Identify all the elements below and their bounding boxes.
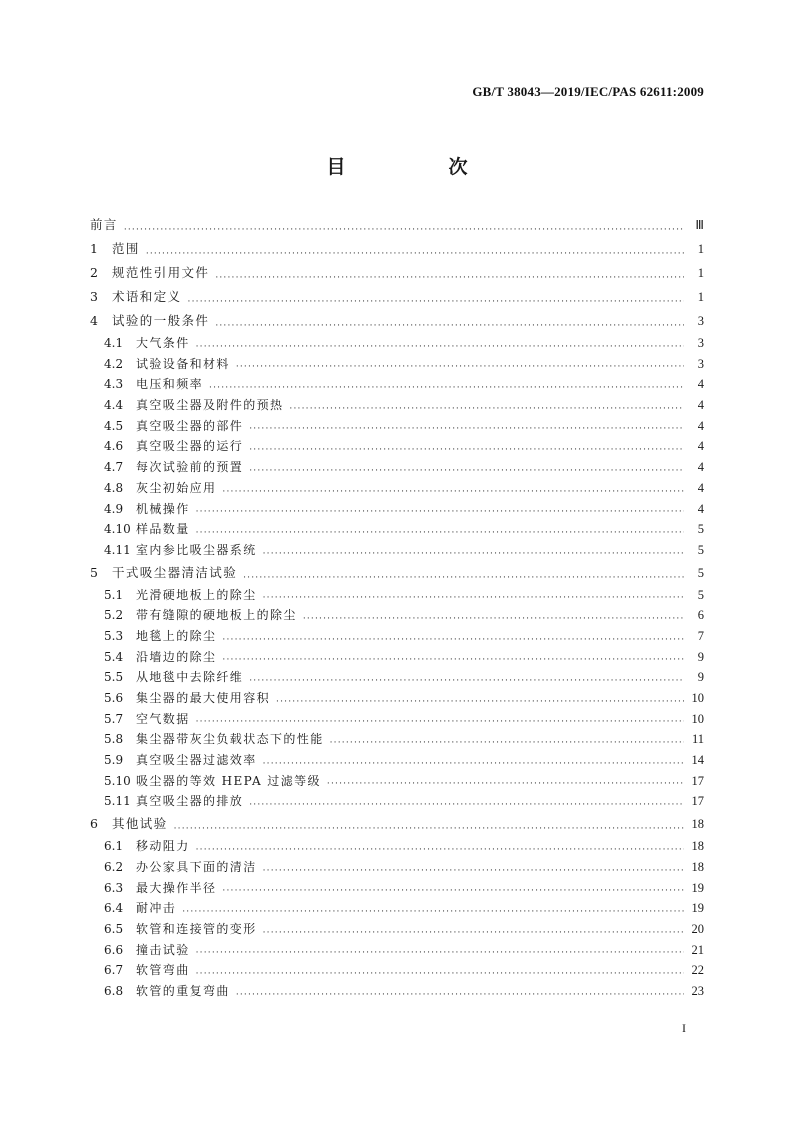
toc-entry[interactable] <box>90 878 704 899</box>
toc-dot-leader <box>196 333 684 354</box>
toc-entry-label: 范围 <box>112 241 140 256</box>
toc-entry-page: 5 <box>697 522 704 537</box>
toc-entry-page: 4 <box>697 501 704 516</box>
toc-entry-number: 6.2 <box>104 859 124 874</box>
toc-entry-page: 19 <box>691 880 704 895</box>
toc-entry-page: 19 <box>691 901 704 916</box>
toc-entry[interactable] <box>90 499 704 520</box>
toc-entry-page: 17 <box>691 794 704 809</box>
toc-entry-number: 6.7 <box>104 963 124 978</box>
toc-entry-label: 试验设备和材料 <box>136 356 230 371</box>
toc-entry[interactable] <box>90 354 704 375</box>
toc-entry-page: 9 <box>697 649 704 664</box>
toc-entry-page: 11 <box>691 732 704 747</box>
toc-entry[interactable] <box>90 457 704 478</box>
toc-entry-page: 14 <box>691 753 704 768</box>
toc-entry-page: 20 <box>691 921 704 936</box>
toc-entry-label: 规范性引用文件 <box>112 265 210 280</box>
toc-dot-leader <box>196 499 684 520</box>
toc-entry-label: 带有缝隙的硬地板上的除尘 <box>136 608 297 623</box>
toc-entry[interactable] <box>90 836 704 857</box>
toc-dot-leader <box>249 457 684 478</box>
toc-dot-leader <box>222 478 684 499</box>
toc-entry-page: 1 <box>697 242 704 256</box>
toc-entry-number: 5.1 <box>104 587 124 602</box>
toc-dot-leader <box>263 540 684 561</box>
toc-entry-number: 1 <box>90 241 98 256</box>
toc-dot-leader <box>276 688 684 709</box>
page-title: 目 次 <box>326 156 510 178</box>
toc-entry-number: 4.3 <box>104 377 124 392</box>
toc-dot-leader <box>263 857 684 878</box>
toc-entry-label: 耐冲击 <box>136 901 177 916</box>
toc-entry[interactable] <box>90 709 704 730</box>
toc-dot-leader <box>222 626 684 647</box>
toc-entry[interactable] <box>90 729 704 750</box>
toc-entry-label: 每次试验前的预置 <box>136 460 244 475</box>
toc-dot-leader <box>196 836 684 857</box>
toc-entry[interactable] <box>90 771 704 792</box>
toc-entry-number: 4.4 <box>104 398 124 413</box>
toc-entry-number: 5.4 <box>104 649 124 664</box>
toc-entry[interactable] <box>90 940 704 961</box>
toc-entry-number: 5.6 <box>104 691 124 705</box>
toc-entry-page: 22 <box>691 963 704 978</box>
toc-dot-leader <box>263 585 684 606</box>
toc-entry-page: 4 <box>697 460 704 475</box>
toc-entry[interactable] <box>90 667 704 688</box>
toc-entry-label: 干式吸尘器清洁试验 <box>112 564 238 580</box>
footer-page-number: I <box>682 1021 686 1035</box>
toc-dot-leader <box>236 354 684 375</box>
toc-entry-label: 室内参比吸尘器系统 <box>136 542 257 557</box>
toc-entry-page: 5 <box>697 542 704 557</box>
toc-entry-label: 真空吸尘器过滤效率 <box>136 753 257 768</box>
toc-dot-leader <box>243 561 684 585</box>
toc-entry[interactable] <box>90 540 704 561</box>
toc-entry-number: 5.3 <box>104 628 124 643</box>
toc-entry-label: 灰尘初始应用 <box>136 480 217 495</box>
toc-dot-leader <box>215 309 684 333</box>
toc-entry[interactable] <box>90 561 704 585</box>
toc-entry-label: 集尘器带灰尘负载状态下的性能 <box>136 732 324 747</box>
toc-entry-page: 23 <box>691 983 704 998</box>
toc-entry-number: 5.11 <box>104 794 131 809</box>
toc-entry[interactable] <box>90 285 704 309</box>
toc-entry-number: 4.5 <box>104 418 124 433</box>
toc-entry-number: 6.5 <box>104 921 124 936</box>
toc-dot-leader <box>249 416 684 437</box>
toc-entry-label: 术语和定义 <box>112 289 182 304</box>
toc-entry-label: 撞击试验 <box>136 942 190 957</box>
toc-entry[interactable] <box>90 647 704 668</box>
toc-entry-number: 6.1 <box>104 839 124 854</box>
toc-entry-label: 吸尘器的等效 HEPA 过滤等级 <box>136 773 321 788</box>
toc-entry-label: 软管和连接管的变形 <box>136 921 257 936</box>
toc-entry[interactable] <box>90 960 704 981</box>
toc-entry-page: 10 <box>691 691 704 705</box>
toc-dot-leader <box>303 605 684 626</box>
toc-entry-label: 地毯上的除尘 <box>136 628 217 643</box>
toc-entry-page: 4 <box>697 418 704 433</box>
toc-entry[interactable] <box>90 585 704 606</box>
toc-entry-label: 光滑硬地板上的除尘 <box>136 587 257 602</box>
toc-entry-number: 4 <box>90 313 98 328</box>
toc-entry-label: 移动阻力 <box>136 839 190 854</box>
toc-entry-label: 沿墙边的除尘 <box>136 649 217 664</box>
toc-entry-label: 样品数量 <box>136 522 190 537</box>
toc-dot-leader <box>209 374 684 395</box>
toc-entry-number: 5.7 <box>104 711 124 726</box>
toc-entry-page: 1 <box>697 266 704 280</box>
toc-entry-label: 软管的重复弯曲 <box>136 983 230 998</box>
toc-entry[interactable] <box>90 374 704 395</box>
toc-entry-label: 真空吸尘器的运行 <box>136 439 244 454</box>
toc-entry-number: 4.2 <box>104 356 124 371</box>
toc-entry-page: 5 <box>697 565 704 580</box>
toc-entry-number: 6.8 <box>104 983 124 998</box>
toc-entry-page: 4 <box>697 377 704 392</box>
toc-entry-number: 4.7 <box>104 460 124 475</box>
toc-entry-page: Ⅲ <box>695 218 704 232</box>
toc-entry-label: 集尘器的最大使用容积 <box>136 691 271 705</box>
toc-entry[interactable] <box>90 812 704 836</box>
toc-entry[interactable] <box>90 898 704 919</box>
toc-dot-leader <box>330 729 684 750</box>
toc-entry-label: 真空吸尘器的部件 <box>136 418 244 433</box>
toc-entry-number: 2 <box>90 265 98 280</box>
toc-dot-leader <box>222 878 684 899</box>
toc-entry-page: 18 <box>691 839 704 854</box>
toc-entry-number: 5.8 <box>104 732 124 747</box>
toc-entry-label: 大气条件 <box>136 336 190 350</box>
toc-entry-page: 3 <box>697 356 704 371</box>
toc-entry-number: 4.10 <box>104 522 131 537</box>
toc-dot-leader <box>196 709 684 730</box>
toc-dot-leader <box>222 647 684 668</box>
toc-entry-label: 电压和频率 <box>136 377 204 392</box>
toc-entry[interactable] <box>90 791 704 812</box>
toc-entry[interactable] <box>90 309 704 333</box>
toc-dot-leader <box>249 667 684 688</box>
toc-entry-page: 7 <box>697 628 704 643</box>
toc-entry[interactable] <box>90 395 704 416</box>
toc-entry-number: 4.11 <box>104 542 131 557</box>
toc-entry-label: 其他试验 <box>112 816 168 832</box>
toc-dot-leader <box>327 771 684 792</box>
toc-entry[interactable] <box>90 519 704 540</box>
toc-dot-leader <box>249 436 684 457</box>
toc-dot-leader <box>263 750 684 771</box>
toc-entry-page: 18 <box>691 817 704 832</box>
toc-entry[interactable] <box>90 919 704 940</box>
toc-entry[interactable] <box>90 857 704 878</box>
toc-dot-leader <box>263 919 684 940</box>
toc-entry-page: 4 <box>697 480 704 495</box>
toc-entry-number: 6 <box>90 816 98 832</box>
toc-entry-number: 5.10 <box>104 773 131 788</box>
toc-entry[interactable] <box>90 237 704 261</box>
toc-entry-label: 办公家具下面的清洁 <box>136 859 257 874</box>
toc-dot-leader <box>182 898 684 919</box>
toc-dot-leader <box>188 285 684 309</box>
toc-entry-label: 试验的一般条件 <box>112 313 210 328</box>
toc-entry-page: 4 <box>697 439 704 454</box>
standard-code: GB/T 38043—2019/IEC/PAS 62611:2009 <box>472 84 704 99</box>
toc-entry-label: 空气数据 <box>136 711 190 726</box>
toc-dot-leader <box>174 812 684 836</box>
toc-entry-label: 最大操作半径 <box>136 880 217 895</box>
toc-dot-leader <box>196 940 684 961</box>
toc-entry-label: 软管弯曲 <box>136 963 190 978</box>
toc-dot-leader <box>289 395 684 416</box>
toc-entry[interactable] <box>90 688 704 709</box>
toc-dot-leader <box>124 213 684 237</box>
toc-entry-label: 前言 <box>90 217 118 232</box>
toc-entry-label: 真空吸尘器及附件的预热 <box>136 398 284 413</box>
toc-entry-page: 17 <box>691 773 704 788</box>
toc-entry-page: 10 <box>691 711 704 726</box>
toc-dot-leader <box>249 791 684 812</box>
toc-entry-number: 4.6 <box>104 439 124 454</box>
toc-entry-number: 5 <box>90 564 98 580</box>
table-of-contents <box>90 213 704 1002</box>
toc-entry-number: 4.8 <box>104 480 124 495</box>
toc-entry-number: 4.9 <box>104 501 124 516</box>
toc-entry[interactable] <box>90 261 704 285</box>
toc-entry-page: 9 <box>697 670 704 685</box>
toc-entry-page: 1 <box>697 290 704 304</box>
toc-entry-number: 4.1 <box>104 336 124 350</box>
toc-entry-label: 机械操作 <box>136 501 190 516</box>
toc-dot-leader <box>236 981 684 1002</box>
toc-entry-page: 5 <box>697 587 704 602</box>
toc-dot-leader <box>215 261 684 285</box>
toc-entry[interactable] <box>90 605 704 626</box>
toc-entry[interactable] <box>90 478 704 499</box>
toc-entry[interactable] <box>90 416 704 437</box>
toc-entry-number: 5.2 <box>104 608 124 623</box>
toc-entry-page: 3 <box>697 336 704 350</box>
toc-entry[interactable] <box>90 750 704 771</box>
toc-entry-number: 6.3 <box>104 880 124 895</box>
toc-entry-page: 6 <box>697 608 704 623</box>
toc-entry[interactable] <box>90 626 704 647</box>
toc-entry-number: 5.5 <box>104 670 124 685</box>
toc-entry[interactable] <box>90 436 704 457</box>
toc-entry-number: 6.4 <box>104 901 124 916</box>
toc-dot-leader <box>196 960 684 981</box>
toc-entry[interactable] <box>90 981 704 1002</box>
toc-entry[interactable] <box>90 213 704 237</box>
toc-entry-page: 21 <box>691 942 704 957</box>
toc-entry[interactable] <box>90 333 704 354</box>
toc-entry-number: 6.6 <box>104 942 124 957</box>
toc-entry-number: 3 <box>90 289 98 304</box>
toc-entry-page: 3 <box>697 314 704 328</box>
toc-entry-label: 从地毯中去除纤维 <box>136 670 244 685</box>
toc-entry-page: 18 <box>691 859 704 874</box>
toc-entry-label: 真空吸尘器的排放 <box>136 794 244 809</box>
toc-entry-page: 4 <box>697 398 704 413</box>
toc-dot-leader <box>146 237 684 261</box>
toc-dot-leader <box>196 519 684 540</box>
toc-entry-number: 5.9 <box>104 753 124 768</box>
